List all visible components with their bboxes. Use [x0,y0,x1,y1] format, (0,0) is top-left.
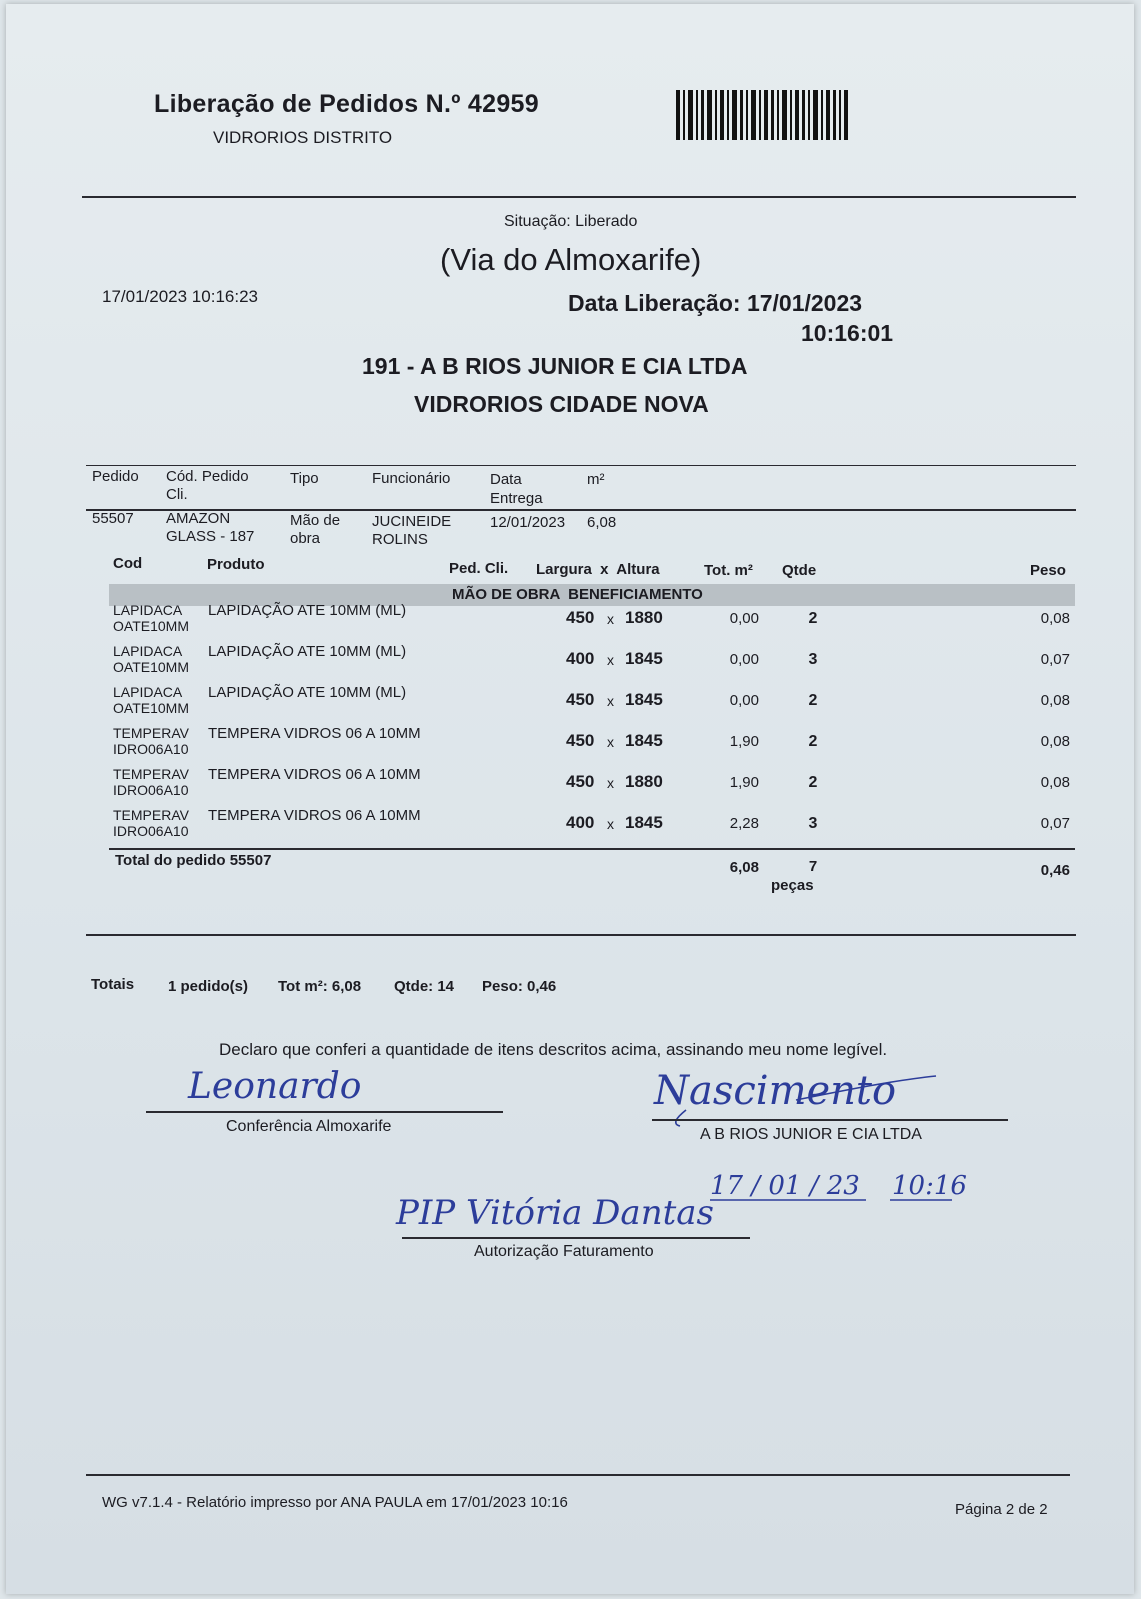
item-cod-2: OATE10MM [113,659,189,675]
col-cod-pedido: Cód. Pedido [166,468,249,485]
order-cod-1: AMAZON [166,510,231,527]
page-number: Página 2 de 2 [955,1501,1048,1518]
signature-cliente-text: Nascimento [654,1068,897,1114]
item-cod-2: IDRO06A10 [113,782,189,798]
item-peso: 0,08 [1040,610,1070,627]
item-tot-m2: 1,90 [729,774,759,791]
copy-type: (Via do Almoxarife) [440,242,702,277]
item-produto: LAPIDAÇÃO ATE 10MM (ML) [208,643,407,660]
order-cod-2: GLASS - 187 [166,528,255,545]
signature-line-autorizacao [402,1237,750,1239]
item-altura: 1845 [625,649,663,668]
item-largura: 400 [566,649,595,668]
order-tipo-2: obra [290,530,321,547]
cliente-label: A B RIOS JUNIOR E CIA LTDA [700,1126,922,1143]
item-altura: 1880 [625,772,663,791]
item-peso: 0,07 [1040,815,1070,832]
autorizacao-label: Autorização Faturamento [474,1243,654,1260]
col-cod-pedido-cli: Cli. [166,486,188,503]
order-pedido: 55507 [92,510,134,527]
item-cod-1: LAPIDACA [113,602,183,618]
item-largura: 450 [566,731,595,750]
col-m2: m² [587,471,605,488]
item-largura: 450 [566,690,595,709]
col-tipo: Tipo [290,470,319,487]
times-sign: x [607,611,614,627]
signature-line-cliente [652,1119,1008,1121]
item-tot-m2: 2,28 [729,815,759,832]
item-cod-1: TEMPERAV [113,807,189,823]
handwritten-time: 10:16 [892,1171,967,1201]
item-cod-1: TEMPERAV [113,766,189,782]
item-qtde: 2 [808,774,818,791]
item-qtde: 2 [808,692,818,709]
times-sign: x [607,693,614,709]
total-tot-m2: 6,08 [729,859,759,876]
conferencia-label: Conferência Almoxarife [226,1118,392,1135]
col-qtde: Qtde [782,562,817,579]
item-peso: 0,08 [1040,692,1070,709]
item-tot-m2: 0,00 [729,692,759,709]
col-ped-cli: Ped. Cli. [449,560,509,577]
col-cod: Cod [113,555,143,572]
item-cod-2: IDRO06A10 [113,741,189,757]
declaration-text: Declaro que conferi a quantidade de itens descritos acima, assinando meu nome legível. [219,1040,888,1059]
col-produto: Produto [207,556,265,573]
totais-pedidos: 1 pedido(s) [168,978,249,995]
item-cod-1: LAPIDACA [113,643,183,659]
item-altura: 1880 [625,608,663,627]
print-datetime: 17/01/2023 10:16:23 [102,287,258,306]
times-sign: x [607,734,614,750]
item-largura: 450 [566,608,595,627]
item-altura: 1845 [625,731,663,750]
item-cod-2: IDRO06A10 [113,823,189,839]
header-divider [82,196,1076,198]
item-qtde: 2 [808,733,818,750]
document-title: Liberação de Pedidos N.º 42959 [154,90,539,118]
total-rule [109,848,1075,850]
footer-printed-by: WG v7.1.4 - Relatório impresso por ANA PAULA em 17/01/2023 10:16 [102,1494,568,1511]
order-data-entrega: 12/01/2023 [490,514,566,531]
item-produto: TEMPERA VIDROS 06 A 10MM [208,766,421,783]
item-largura: 400 [566,813,595,832]
signature-autorizacao [392,1182,742,1242]
item-cod-2: OATE10MM [113,700,189,716]
group-label: MÃO DE OBRA BENEFICIAMENTO [452,586,703,603]
item-qtde: 2 [808,610,818,627]
signature-autorizacao-text: PIP Vitória Dantas [396,1193,714,1233]
totais-m2: Tot m²: 6,08 [278,978,362,995]
total-qtde: 7 [808,858,818,875]
order-func-1: JUCINEIDE [372,513,452,530]
signature-line-conferencia [146,1111,503,1113]
col-tot-m2: Tot. m² [704,562,753,579]
handwritten-datetime [706,1164,976,1206]
barcode-icon [676,90,848,140]
totais-qtde: Qtde: 14 [394,978,455,995]
item-cod-1: LAPIDACA [113,684,183,700]
client-branch: VIDRORIOS CIDADE NOVA [414,391,709,417]
col-largura-altura: Largura x Altura [536,561,660,578]
item-qtde: 3 [808,651,818,668]
release-time: 10:16:01 [801,320,894,346]
col-data: Data [490,471,522,488]
handwritten-date: 17 / 01 / 23 [710,1171,860,1201]
col-pedido: Pedido [92,468,139,485]
item-peso: 0,08 [1040,774,1070,791]
order-tipo-1: Mão de [290,512,341,529]
item-produto: LAPIDAÇÃO ATE 10MM (ML) [208,602,407,619]
total-qtde-unit: peças [771,877,814,894]
item-qtde: 3 [808,815,818,832]
status-text: Situação: Liberado [504,213,638,230]
order-table-header-rule [86,509,1076,511]
item-peso: 0,08 [1040,733,1070,750]
item-altura: 1845 [625,690,663,709]
item-produto: LAPIDAÇÃO ATE 10MM (ML) [208,684,407,701]
total-label: Total do pedido 55507 [115,852,272,869]
footer-divider [86,1474,1070,1476]
item-tot-m2: 0,00 [729,610,759,627]
totais-peso: Peso: 0,46 [482,978,557,995]
item-cod-1: TEMPERAV [113,725,189,741]
client-name: 191 - A B RIOS JUNIOR E CIA LTDA [362,353,748,379]
times-sign: x [607,652,614,668]
times-sign: x [607,775,614,791]
col-entrega: Entrega [490,490,543,507]
item-altura: 1845 [625,813,663,832]
signature-conferencia [184,1056,394,1112]
item-tot-m2: 0,00 [729,651,759,668]
total-peso: 0,46 [1040,862,1070,879]
totais-label: Totais [91,976,135,993]
item-cod-2: OATE10MM [113,618,189,634]
col-funcionario: Funcionário [372,470,451,487]
document-page [6,4,1134,1594]
signature-conferencia-text: Leonardo [188,1066,362,1107]
times-sign: x [607,816,614,832]
order-table-top-rule [86,465,1076,466]
item-produto: TEMPERA VIDROS 06 A 10MM [208,807,421,824]
item-peso: 0,07 [1040,651,1070,668]
summary-divider [86,934,1076,936]
order-m2: 6,08 [587,514,617,531]
order-func-2: ROLINS [372,531,428,548]
item-produto: TEMPERA VIDROS 06 A 10MM [208,725,421,742]
company-name: VIDRORIOS DISTRITO [213,128,393,147]
release-date: Data Liberação: 17/01/2023 [568,290,863,316]
item-tot-m2: 1,90 [729,733,759,750]
col-peso: Peso [1030,562,1066,579]
item-largura: 450 [566,772,595,791]
